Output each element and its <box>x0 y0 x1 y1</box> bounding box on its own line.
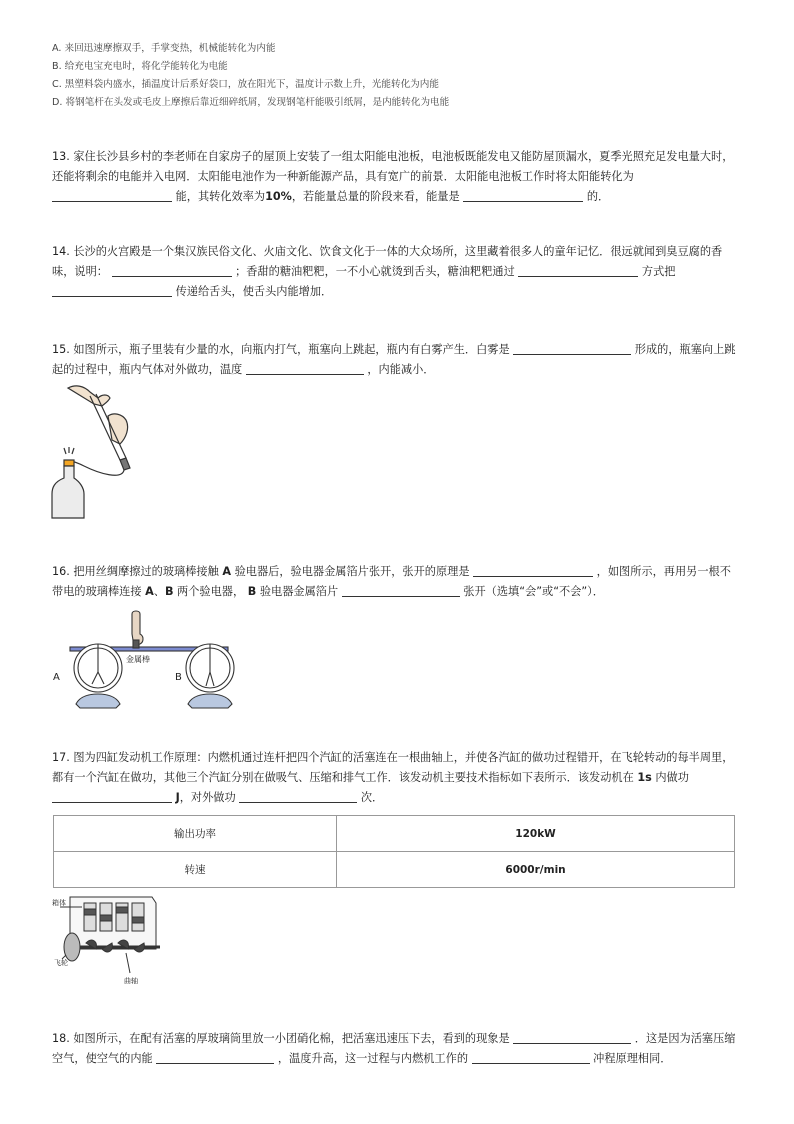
q16-text-5: 两个验电器， <box>177 585 245 598</box>
q18-text-2: ．这是因为活塞压缩空气，使空气的内能 <box>52 1032 736 1065</box>
engine-spec-table <box>53 815 735 888</box>
q16-label-a2: A <box>145 585 154 598</box>
q16-blank-1[interactable] <box>473 563 593 577</box>
electroscope-figure <box>50 608 250 716</box>
crankshaft-label: 曲轴 <box>124 977 138 985</box>
q17-blank-1[interactable] <box>52 789 172 803</box>
q16-label-a: A <box>222 565 232 578</box>
q16-text-3: ，如图所示，再用另一根不带电的玻璃棒连接 <box>52 565 731 598</box>
option-c: C. 黑塑料袋内盛水，插温度计后系好袋口，放在阳光下，温度计示数上升，光能转化为内能 <box>52 79 439 90</box>
option-a: A. 来回迅速摩擦双手，手掌变热，机械能转化为内能 <box>52 43 276 54</box>
q14-text-2: ；香甜的糖油粑粑，一不小心就烫到舌头，糖油粑粑通过 <box>235 265 515 278</box>
q14-blank-2[interactable] <box>518 263 638 277</box>
q18-blank-3[interactable] <box>472 1050 590 1064</box>
q13-efficiency: 10% <box>265 190 292 203</box>
spec-label: 输出功率 <box>54 816 337 852</box>
q13-text-2: 能，其转化效率为 <box>175 190 266 203</box>
spec-value: 6000r/min <box>337 852 735 888</box>
q16-text-7: 张开（选填“会”或“不会”）． <box>463 585 604 598</box>
q16-text-6: 验电器金属箔片 <box>259 585 339 598</box>
q13-text-1: 13. 家住长沙县乡村的李老师在自家房子的屋顶上安装了一组太阳能电池板，电池板既能发电又能防屋顶漏水，夏季光照充足发电量大时，还能将剩余的电能并入电网．太阳能电池作为一种新能源产品，具有宽广的前景．太阳能电池板工作时将太阳能转化为 <box>52 150 734 183</box>
q17-time: 1s <box>637 771 652 784</box>
q13-blank-1[interactable] <box>52 188 172 202</box>
q16-text-4: 、 <box>153 585 165 598</box>
q16-text-2: 验电器后，验电器金属箔片张开，张开的原理是 <box>234 565 470 578</box>
spec-value: 120kW <box>337 816 735 852</box>
q16-text-1: 16. 把用丝绸摩擦过的玻璃棒接触 <box>52 565 219 578</box>
q15-text-3: ，内能减小． <box>367 363 435 376</box>
electroscope-a-label: A <box>53 672 60 683</box>
q16-label-b2: B <box>247 585 257 598</box>
question-15 <box>52 340 742 380</box>
q13-text-4: 的． <box>586 190 610 203</box>
q17-text-5: 次． <box>360 791 384 804</box>
question-16 <box>52 562 742 602</box>
spec-label: 转速 <box>54 852 337 888</box>
option-b: B. 给充电宝充电时，将化学能转化为电能 <box>52 61 228 72</box>
q14-text-4: 传递给舌头，使舌头内能增加． <box>175 285 333 298</box>
option-d: D. 将钢笔杆在头发或毛皮上摩擦后靠近细碎纸屑，发现钢笔杆能吸引纸屑，是内能转化为电能 <box>52 97 450 108</box>
q18-text-3: ，温度升高，这一过程与内燃机工作的 <box>277 1052 469 1065</box>
q15-blank-2[interactable] <box>246 361 364 375</box>
q17-text-1: 17. 图为四缸发动机工作原理：内燃机通过连杆把四个汽缸的活塞连在一根曲轴上，并使各汽缸的做功过程错开，在飞轮转动的每半周里，都有一个汽缸在做功，其他三个汽缸分别在做吸气、压缩和排气工作．该发动机主要技术指标如下表所示．该发动机在 <box>52 751 734 784</box>
q16-blank-2[interactable] <box>342 583 460 597</box>
q13-blank-2[interactable] <box>463 188 583 202</box>
q17-text-4: ，对外做功 <box>179 791 236 804</box>
table-row <box>54 816 735 852</box>
q13-text-3: ，若能量总量的阶段来看，能量是 <box>291 190 460 203</box>
q17-text-2: 内做功 <box>655 771 689 784</box>
engine-box-label: 箱体 <box>52 899 66 907</box>
q18-text-4: 冲程原理相同． <box>593 1052 672 1065</box>
q14-text-3: 方式把 <box>641 265 676 278</box>
q16-label-b: B <box>164 585 174 598</box>
q15-text-1: 15. 如图所示，瓶子里装有少量的水，向瓶内打气，瓶塞向上跳起，瓶内有白雾产生．白雾是 <box>52 343 510 356</box>
engine-figure <box>52 893 172 985</box>
q15-blank-1[interactable] <box>513 341 631 355</box>
question-13 <box>52 147 742 207</box>
q14-blank-1[interactable] <box>112 263 232 277</box>
q18-text-1: 18. 如图所示，在配有活塞的厚玻璃筒里放一小团硝化棉，把活塞迅速压下去，看到的现象是 <box>52 1032 510 1045</box>
electroscope-b-label: B <box>175 672 182 683</box>
q17-blank-2[interactable] <box>239 789 357 803</box>
question-18 <box>52 1029 742 1069</box>
flywheel-label: 飞轮 <box>54 959 68 967</box>
question-17 <box>52 748 742 808</box>
question-14 <box>52 242 742 302</box>
pump-bottle-figure <box>50 382 140 522</box>
q17-unit: J <box>175 791 180 804</box>
table-row <box>54 852 735 888</box>
q14-blank-3[interactable] <box>52 283 172 297</box>
q18-blank-2[interactable] <box>156 1050 274 1064</box>
metal-rod-label: 金属棒 <box>126 655 150 664</box>
q18-blank-1[interactable] <box>513 1030 631 1044</box>
q14-text-1: 14. 长沙的火宫殿是一个集汉族民俗文化、火庙文化、饮食文化于一体的大众场所，这里藏着很多人的童年记忆．很远就闻到臭豆腐的香味，说明： <box>52 245 723 278</box>
q15-text-2: 形成的，瓶塞向上跳起的过程中，瓶内气体对外做功，温度 <box>52 343 736 376</box>
